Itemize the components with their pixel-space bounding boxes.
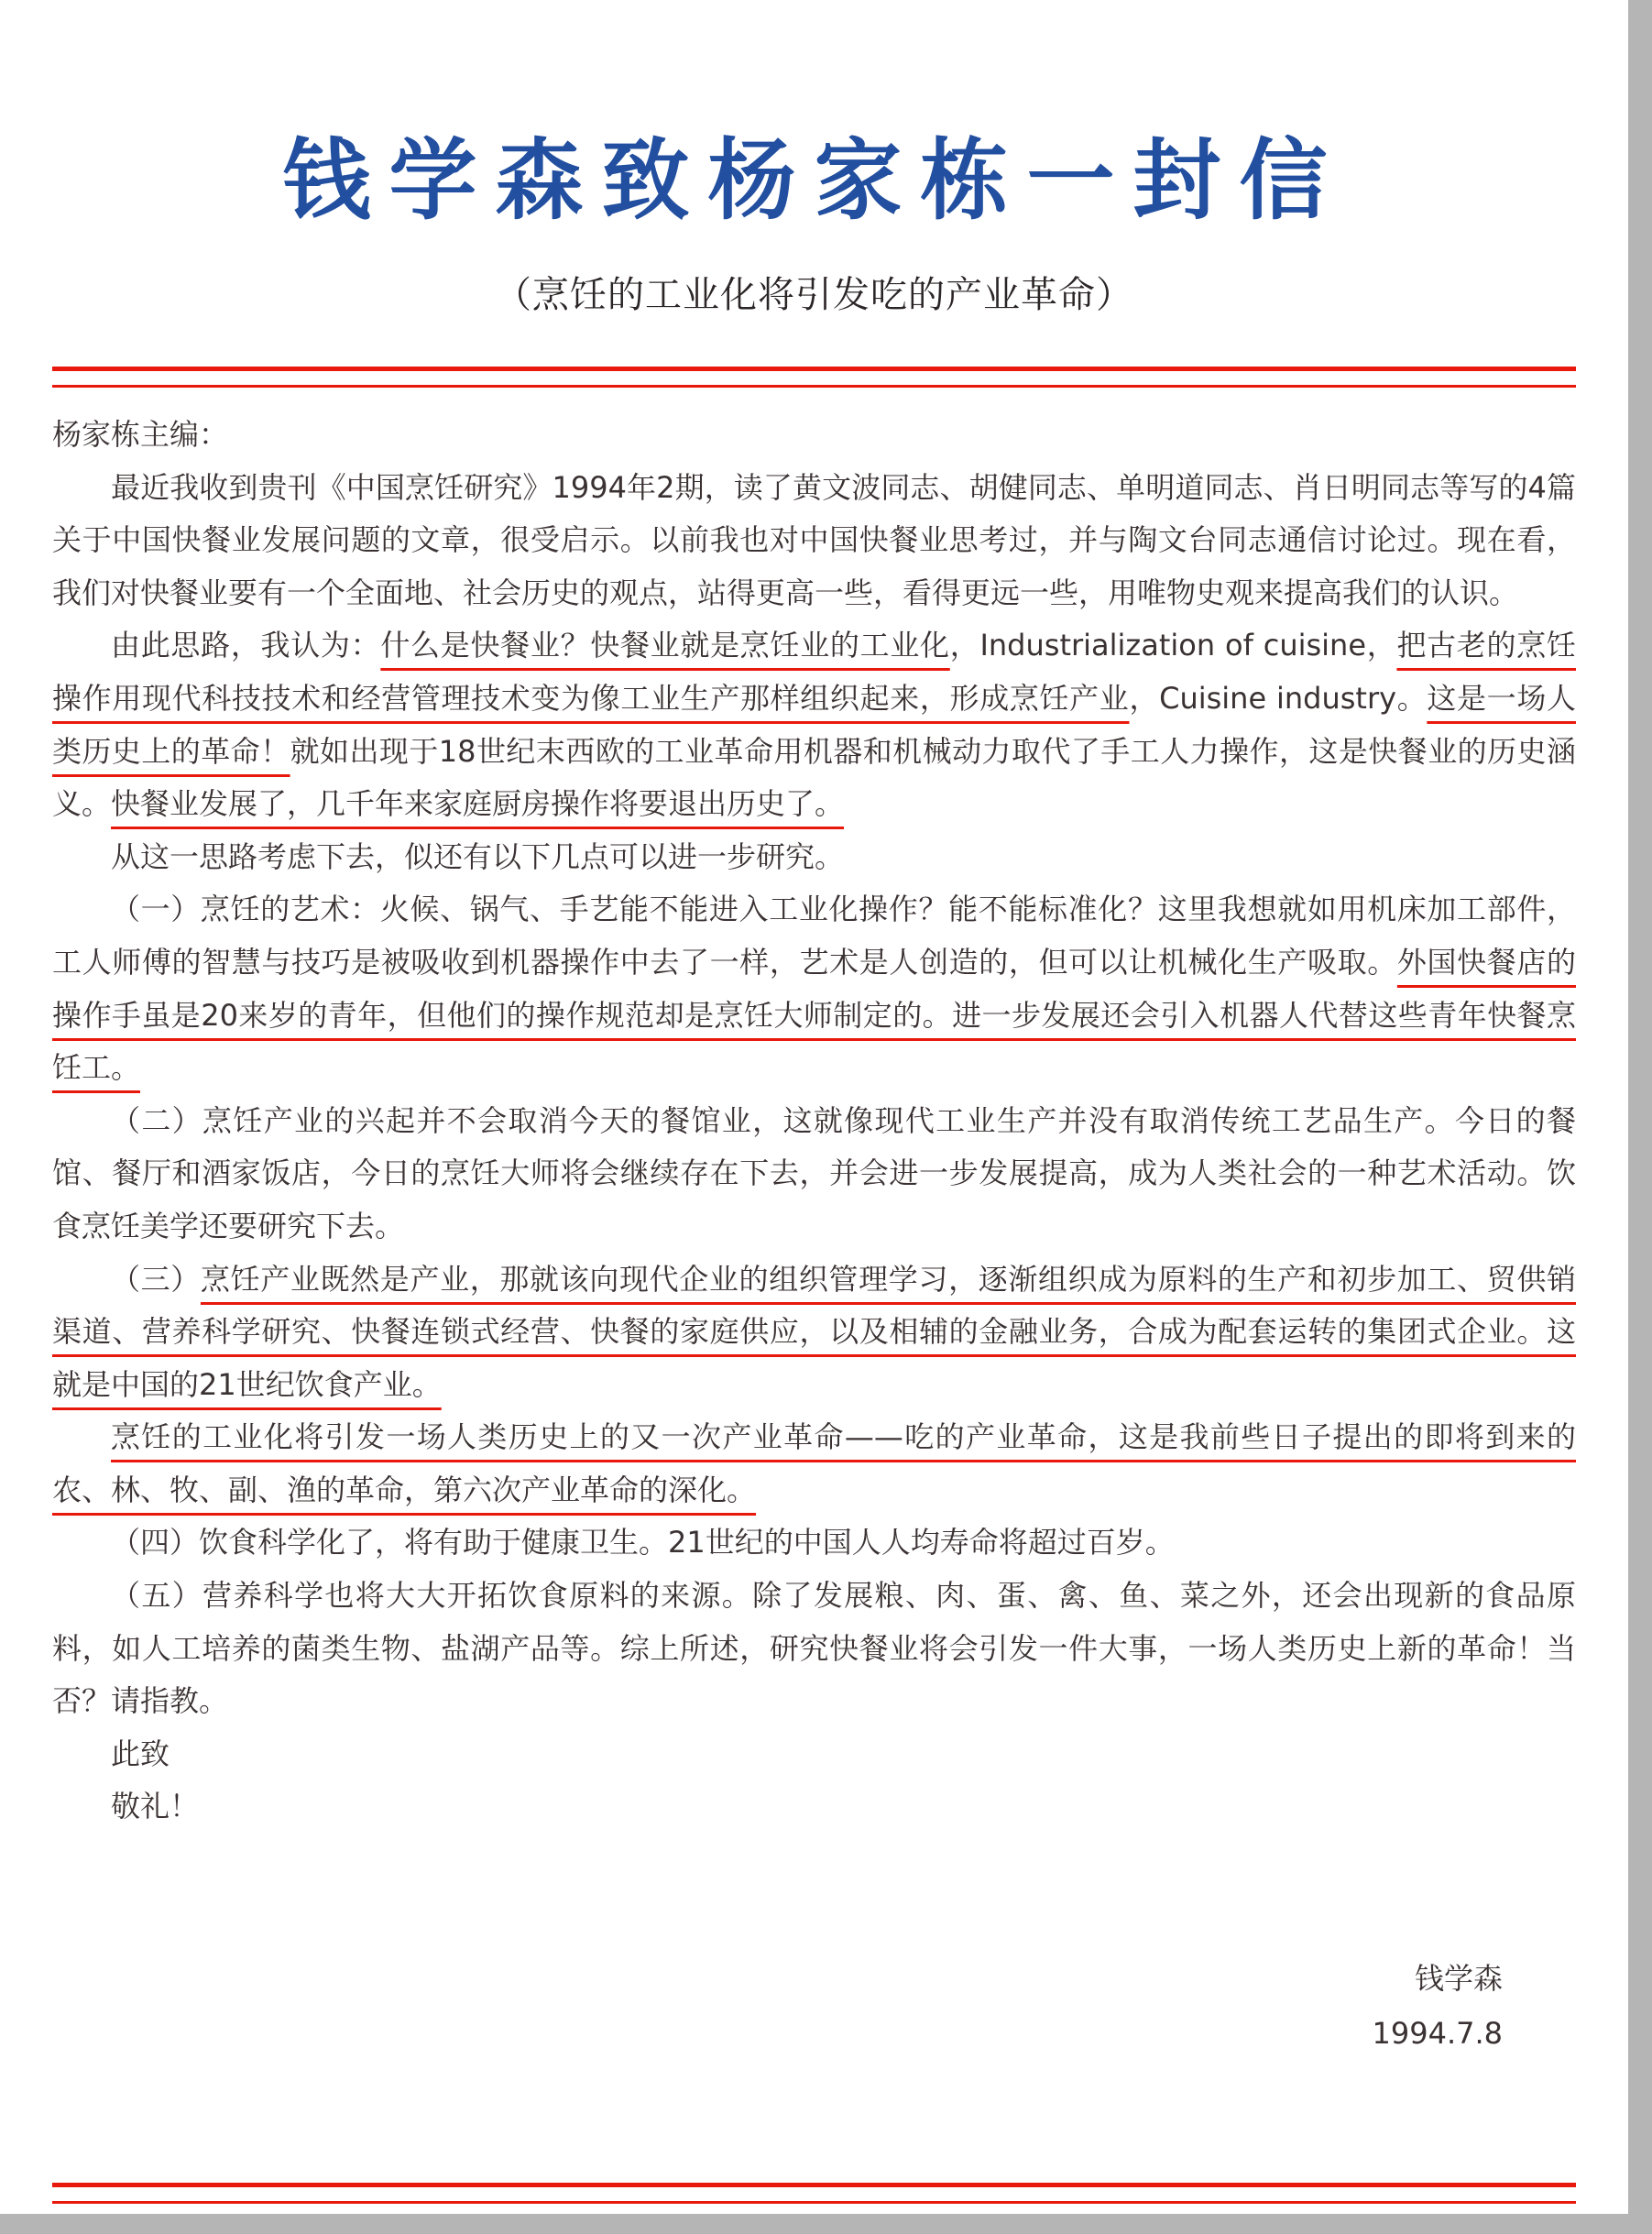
underlined-text-segment: 这是一场人类历史上的革命！ [52, 680, 1576, 769]
paragraph [52, 462, 1576, 620]
paragraph [52, 1517, 1576, 1570]
underlined-text-segment: 烹饪产业既然是产业，那就该向现代企业的组织管理学习，逐渐组织成为原料的生产和初步加工、贸供销渠道、营养科学研究、快餐连锁式经营、快餐的家庭供应，以及相辅的金融业务，合成为配套运转的集团式企业。这就是中国的21世纪饮食产业。 [52, 1261, 1576, 1402]
text-segment: （二）烹饪产业的兴起并不会取消今天的餐馆业，这就像现代工业生产并没有取消传统工艺品生产。今日的餐馆、餐厅和酒家饭店，今日的烹饪大师将会继续存在下去，并会进一步发展提高，成为人类社会的一种艺术活动。饮食烹饪美学还要研究下去。 [52, 1102, 1576, 1243]
underlined-text-segment: 外国快餐店的操作手虽是20来岁的青年，但他们的操作规范却是烹饪大师制定的。进一步发展还会引入机器人代替这些青年快餐烹饪工。 [52, 944, 1576, 1086]
page-edge-right [1628, 0, 1652, 2234]
top-divider [52, 367, 1576, 388]
underlined-text-segment: 烹饪的工业化将引发一场人类历史上的又一次产业革命——吃的产业革命，这是我前些日子提出的即将到来的农、林、牧、副、渔的革命，第六次产业革命的深化。 [52, 1419, 1576, 1507]
top-divider-line-thin [52, 385, 1576, 388]
underlined-text-segment: 快餐业发展了，几千年来家庭厨房操作将要退出历史了。 [111, 786, 845, 822]
text-segment: （三） [111, 1261, 201, 1297]
paragraph [52, 619, 1576, 830]
bottom-divider-line-thin [52, 2201, 1576, 2204]
page-edge-bottom [0, 2214, 1652, 2234]
text-segment: （一）烹饪的艺术：火候、锅气、手艺能不能进入工业化操作？能不能标准化？这里我想就如用机床加工部件，工人师傅的智慧与技巧是被吸收到机器操作中去了一样，艺术是人创造的，但可以让机械化生产吸取。 [52, 892, 1576, 980]
underlined-text-segment: 什么是快餐业？快餐业就是烹饪业的工业化 [380, 628, 950, 663]
letter-paragraphs [52, 462, 1576, 1728]
text-segment: ，Industrialization of cuisine， [949, 628, 1397, 663]
text-segment: ，Cuisine industry。 [1129, 680, 1428, 716]
text-segment: 最近我收到贵刊《中国烹饪研究》1994年2期，读了黄文波同志、胡健同志、单明道同志、肖日明同志等写的4篇关于中国快餐业发展问题的文章，很受启示。以前我也对中国快餐业思考过，并与陶文台同志通信讨论过。现在看，我们对快餐业要有一个全面地、社会历史的观点，站得更高一些，看得更远一些，用唯物史观来提高我们的认识。 [52, 469, 1576, 610]
text-segment: 从这一思路考虑下去，似还有以下几点可以进一步研究。 [111, 838, 845, 874]
bottom-divider [52, 2183, 1576, 2204]
paragraph [52, 1411, 1576, 1517]
text-segment: （四）饮食科学化了，将有助于健康卫生。21世纪的中国人人均寿命将超过百岁。 [111, 1525, 1175, 1561]
top-divider-line-thick [52, 367, 1576, 371]
letter-body [52, 409, 1576, 2061]
salutation: 杨家栋主编： [52, 417, 229, 452]
bottom-divider-line-thick [52, 2183, 1576, 2187]
page-subtitle: （烹饪的工业化将引发吃的产业革命） [495, 274, 1133, 316]
page-title: 钱学森致杨家栋一封信 [282, 128, 1346, 232]
closing-cite: 此致 [111, 1736, 170, 1771]
paragraph [52, 1095, 1576, 1254]
closing-salute: 敬礼！ [111, 1789, 200, 1824]
paragraph [52, 831, 1576, 884]
text-segment: 就如出现于18世纪末西欧的工业革命用机器和机械动力取代了手工人力操作，这是快餐业的历史涵义。 [52, 733, 1576, 822]
signature-date: 1994.7.8 [1372, 2016, 1503, 2052]
text-segment: 由此思路，我认为： [111, 628, 381, 663]
text-segment: （五）营养科学也将大大开拓饮食原料的来源。除了发展粮、肉、蛋、禽、鱼、菜之外，还会出现新的食品原料，如人工培养的菌类生物、盐湖产品等。综上所述，研究快餐业将会引发一件大事，一场人类历史上新的革命！当否？请指教。 [52, 1578, 1576, 1719]
signature-name: 钱学森 [1414, 1961, 1503, 1997]
paragraph [52, 883, 1576, 1094]
signature-block [52, 1951, 1576, 2061]
underlined-text-segment: 把古老的烹饪操作用现代科技技术和经营管理技术变为像工业生产那样组织起来，形成烹饪产业 [52, 628, 1576, 716]
paragraph [52, 1570, 1576, 1728]
paragraph [52, 1254, 1576, 1412]
